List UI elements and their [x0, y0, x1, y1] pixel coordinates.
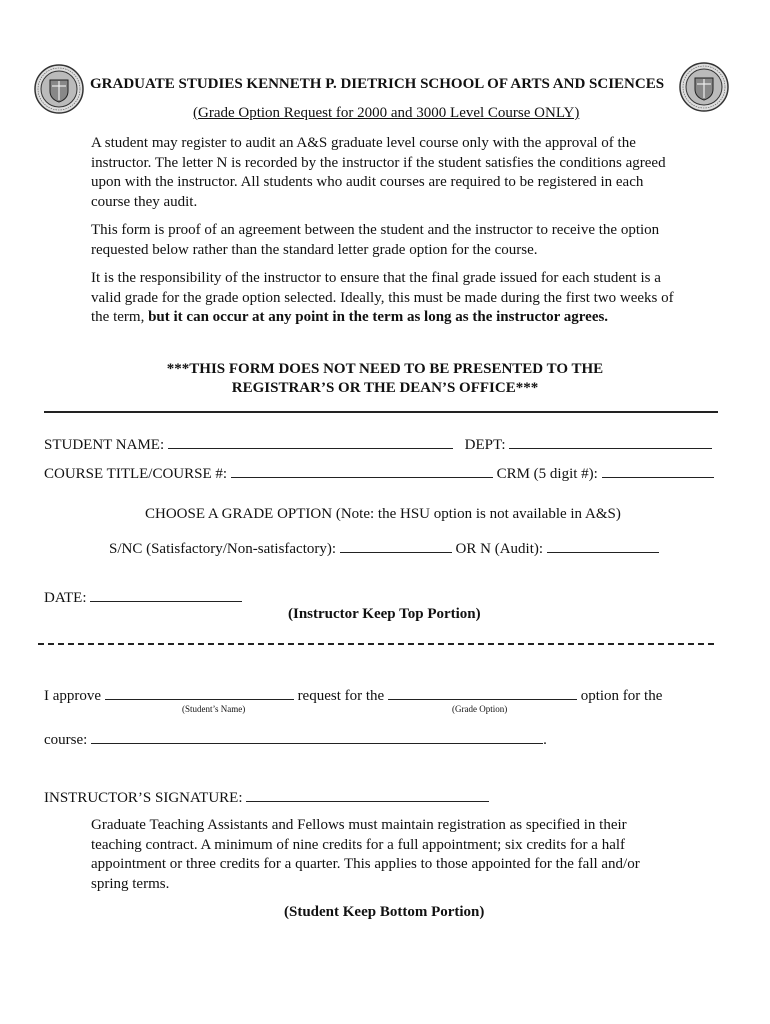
intro-paragraph-3-text: It is the responsibility of the instructor to ensure that the final grade issued for each student is a valid grade for the grade option selected. Ideally, this must be made during the first two weeks of the term, [91, 270, 674, 325]
grade-option-caption: (Grade Option) [452, 704, 508, 714]
signature-label: INSTRUCTOR’S SIGNATURE: [44, 790, 243, 806]
date-label: DATE: [44, 590, 87, 606]
student-name-row [44, 434, 712, 454]
request-for-label: request for the [297, 688, 385, 704]
course-field[interactable] [91, 729, 543, 744]
student-name-label: STUDENT NAME: [44, 437, 165, 453]
choose-grade-option: CHOOSE A GRADE OPTION (Note: the HSU option is not available in A&S) [145, 506, 621, 522]
option-for-label: option for the [580, 688, 663, 704]
i-approve-label: I approve [44, 688, 102, 704]
signature-row [44, 787, 489, 807]
course-title-field[interactable] [231, 463, 493, 478]
dept-label: DEPT: [464, 437, 506, 453]
course-label: course: [44, 732, 88, 748]
student-keep-label: (Student Keep Bottom Portion) [284, 904, 485, 920]
university-seal-left-icon [34, 64, 84, 114]
course-row [44, 729, 547, 749]
crm-field[interactable] [602, 463, 714, 478]
course-title-label: COURSE TITLE/COURSE #: [44, 466, 228, 482]
cut-line [38, 643, 714, 645]
intro-paragraph-3 [91, 269, 676, 328]
students-name-caption: (Student’s Name) [182, 704, 246, 714]
page-subtitle: (Grade Option Request for 2000 and 3000 Level Course ONLY) [193, 105, 580, 121]
page-title: GRADUATE STUDIES KENNETH P. DIETRICH SCHOOL OF ARTS AND SCIENCES [90, 76, 665, 92]
grade-option-row [109, 538, 659, 558]
intro-paragraph-3-bold: but it can occur at any point in the term as long as the instructor agrees. [148, 309, 609, 325]
footer-paragraph: Graduate Teaching Assistants and Fellows must maintain registration as specified in their teaching contract. A minimum of nine credits for a full appointment; six credits for a half appointment or three credits for a quarter. This applies to those appointed for the fall and/or spring terms. [91, 817, 640, 892]
course-period: . [543, 732, 547, 748]
notice-line-2: REGISTRAR’S OR THE DEAN’S OFFICE*** [231, 380, 539, 396]
divider-line [44, 411, 718, 413]
course-title-row [44, 463, 714, 483]
student-name-field[interactable] [168, 434, 453, 449]
instructor-keep-label: (Instructor Keep Top Portion) [288, 606, 481, 622]
student-name-approval-field[interactable] [105, 685, 294, 700]
grade-option-approval-field[interactable] [388, 685, 577, 700]
intro-paragraph-2: This form is proof of an agreement between the student and the instructor to receive the option requested below rather than the standard letter grade option for the course. [91, 222, 660, 258]
audit-label: OR N (Audit): [455, 541, 544, 557]
crm-label: CRM (5 digit #): [496, 466, 598, 482]
audit-field[interactable] [547, 538, 659, 553]
signature-field[interactable] [246, 787, 489, 802]
date-row [44, 587, 242, 607]
notice-line-1: ***THIS FORM DOES NOT NEED TO BE PRESENTED TO THE [166, 361, 604, 377]
university-seal-right-icon [679, 62, 729, 112]
dept-field[interactable] [509, 434, 712, 449]
snc-label: S/NC (Satisfactory/Non-satisfactory): [109, 541, 337, 557]
date-field[interactable] [90, 587, 242, 602]
approval-row [44, 685, 662, 705]
intro-paragraph-1: A student may register to audit an A&S graduate level course only with the approval of the instructor. The letter N is recorded by the instructor if the student satisfies the conditions agreed upon with the instructor. All students who audit courses are required to be registered in each course they audit. [91, 135, 666, 210]
snc-field[interactable] [340, 538, 452, 553]
